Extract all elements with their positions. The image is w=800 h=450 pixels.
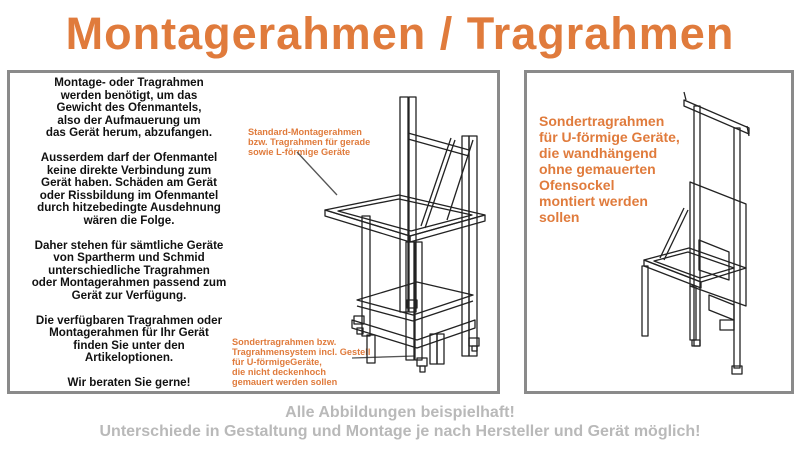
- footer-disclaimer-line-1: Alle Abbildungen beispielhaft!: [285, 404, 515, 421]
- standard-frame-drawing: [7, 70, 500, 394]
- standard-frame-label: Standard-Montagerahmen bzw. Tragrahmen für gerade sowie L-förmige Geräte: [248, 127, 371, 157]
- page-title: Montagerahmen / Tragrahmen: [65, 8, 735, 59]
- intro-paragraph-1: Montage- oder Tragrahmen werden benötigt, um das Gewicht des Ofenmantels, also der Aufmauerung um das Gerät herum, abzufangen.: [45, 76, 213, 140]
- intro-paragraph-2: Ausserdem darf der Ofenmantel keine direkte Verbindung zum Gerät haben. Schäden am Gerät oder Rissbildung im Ofenmantel durch hitzebedingte Ausdehnung wären die Folge.: [37, 150, 221, 227]
- wall-mount-frame-text: Sondertragrahmen für U-förmige Geräte, die wandhängend ohne gemauerten Ofensockel montiert werden sollen: [539, 113, 680, 225]
- footer-disclaimer-line-2: Unterschiede in Gestaltung und Montage je nach Hersteller und Gerät möglich!: [99, 423, 701, 440]
- intro-paragraph-3: Daher stehen für sämtliche Geräte von Spartherm und Schmid unterschiedliche Tragrahmen oder Montagerahmen passend zum Gerät zur Verfügung.: [31, 238, 227, 302]
- intro-paragraph-4: Die verfügbaren Tragrahmen oder Montagerahmen für Ihr Gerät finden Sie unter den Artikeloptionen.: [35, 313, 223, 365]
- right-info-panel: [524, 70, 794, 394]
- left-info-panel: [7, 70, 500, 394]
- special-frame-label: Sondertragrahmen bzw. Tragrahmensystem incl. Gestell für U-förmigeGeräte, die nicht deckenhoch gemauert werden sollen: [232, 337, 371, 387]
- intro-paragraph-5: Wir beraten Sie gerne!: [67, 375, 191, 389]
- wall-mount-frame-drawing: [524, 70, 794, 394]
